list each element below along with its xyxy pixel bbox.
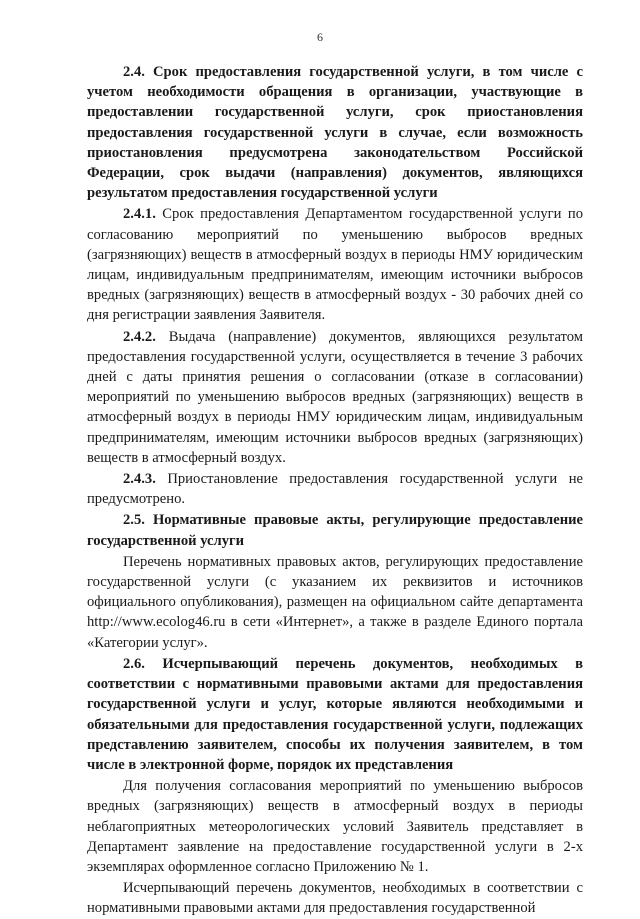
paragraph-document-list: Исчерпывающий перечень документов, необходимых в соответствии с нормативными правовыми актами для предоставления государственной (87, 880, 583, 917)
section-heading-2-6: 2.6. Исчерпывающий перечень документов, необходимых в соответствии с нормативными правовыми актами для предоставления государственной услуги и услуг, которые являются необходимыми и обязательными для предоставления государственной услуги, подлежащих представлению заявителем, способы их получения заявителем, в том числе в электронной форме, порядок их представления (87, 655, 583, 773)
paragraph-text: Срок предоставления Департаментом государственной услуги по согласованию мероприятий по уменьшению выбросов вредных (загрязняющих) веществ в атмосферный воздух в периоды НМУ юридическим лицам, индивидуальным предпринимателям, имеющим источники выбросов вредных (загрязняющих) веществ в атмосферный воздух - 30 рабочих дней со дня регистрации заявления Заявителя. (87, 206, 583, 324)
paragraph-2-4-2 (87, 327, 583, 468)
paragraph-number: 2.4.3. (123, 471, 156, 488)
paragraph-number: 2.4.2. (123, 328, 156, 345)
paragraph-legal-acts: Перечень нормативных правовых актов, регулирующих предоставление государственной услуги (с указанием их реквизитов и источников официального опубликования), размещен на официальном сайте департамента http://www.ecolog46.ru в сети «Интернет», а также в разделе Единого портала «Категории услуг». (87, 553, 583, 651)
section-heading-2-4: 2.4. Срок предоставления государственной услуги, в том числе с учетом необходимости обращения в организации, участвующие в предоставлении государственной услуги, срок приостановления предоставления государственной услуги в случае, если возможность приостановления предусмотрена законодательством Российской Федерации, срок выдачи (направления) документов, являющихся результатом предоставления государственной услуги (87, 64, 583, 202)
paragraph-application: Для получения согласования мероприятий по уменьшению выбросов вредных (загрязняющих) веществ в атмосферный воздух в периоды неблагоприятных метеорологических условий Заявитель представляет в Департамент заявление на предоставление государственной услуги в 2-х экземплярах оформленное согласно Приложению № 1. (87, 778, 583, 875)
paragraph-number: 2.4.1. (123, 206, 156, 223)
section-heading-2-5: 2.5. Нормативные правовые акты, регулирующие предоставление государственной услуги (87, 512, 583, 549)
document-body (87, 62, 583, 919)
paragraph-2-4-1 (87, 204, 583, 325)
paragraph-text: Приостановление предоставления государственной услуги не предусмотрено. (87, 471, 583, 508)
page-number: 6 (317, 30, 323, 44)
paragraph-2-4-3 (87, 469, 583, 509)
paragraph-text: Выдача (направление) документов, являющихся результатом предоставления государственной услуги, осуществляется в течение 3 рабочих дней с даты принятия решения о согласовании (отказе в согласовании) мероприятий по уменьшению выбросов вредных (загрязняющих) веществ в атмосферный воздух в периоды НМУ юридическим лицам, индивидуальным предпринимателям, имеющим источники выбросов вредных (загрязняющих) веществ в атмосферный воздух. (87, 328, 583, 466)
